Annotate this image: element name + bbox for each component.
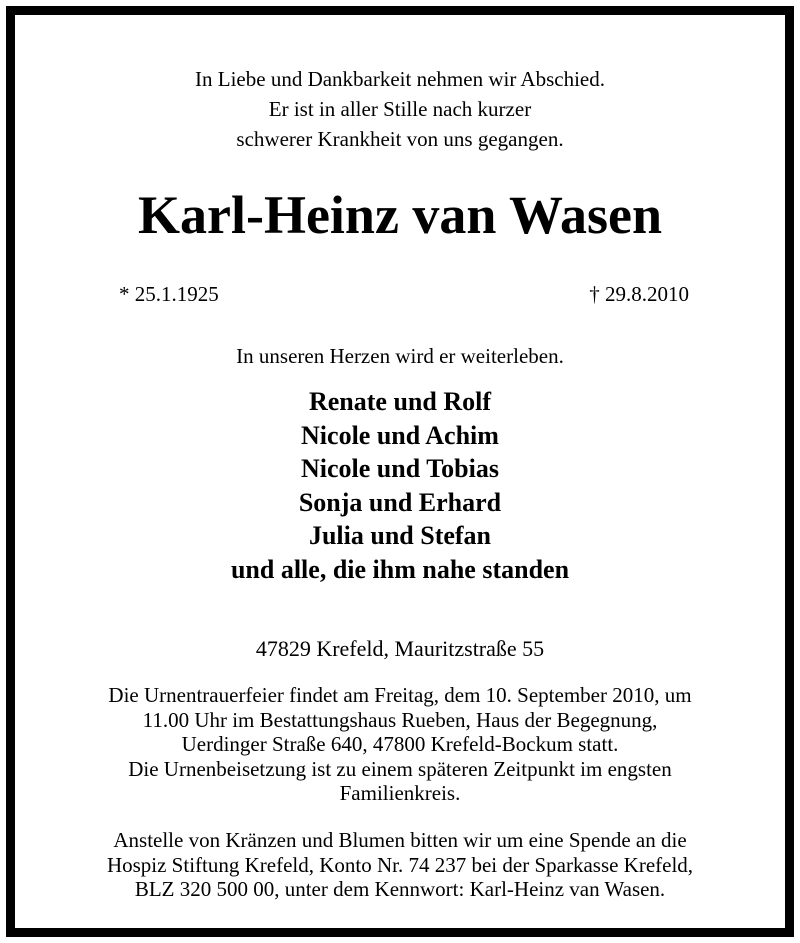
obituary-notice	[6, 6, 794, 937]
death-date: † 29.8.2010	[589, 282, 689, 306]
donation-line: Hospiz Stiftung Krefeld, Konto Nr. 74 237 bei der Sparkasse Krefeld,	[106, 852, 694, 877]
ceremony-line: Die Urnentrauerfeier findet am Freitag, dem 10. September 2010, um	[108, 683, 692, 707]
donation-line: Anstelle von Kränzen und Blumen bitten wir um eine Spende an die	[113, 828, 687, 852]
ceremony-line: 11.00 Uhr im Bestattungshaus Rueben, Haus der Begegnung,	[142, 707, 658, 732]
family-member: Sonja und Erhard	[298, 487, 502, 517]
family-member: Nicole und Tobias	[301, 454, 499, 483]
intro-line: Er ist in aller Stille nach kurzer	[268, 97, 532, 121]
address: 47829 Krefeld, Mauritzstraße 55	[255, 636, 545, 661]
family-member: Nicole und Achim	[301, 420, 499, 450]
family-member: Julia und Stefan	[308, 521, 492, 550]
intro-line: schwerer Krankheit von uns gegangen.	[236, 127, 564, 151]
birth-date: * 25.1.1925	[119, 282, 219, 306]
ceremony-line: Uerdinger Straße 640, 47800 Krefeld-Bockum statt.	[181, 732, 619, 756]
motto: In unseren Herzen wird er weiterleben.	[236, 344, 564, 368]
donation-line: BLZ 320 500 00, unter dem Kennwort: Karl-Heinz van Wasen.	[134, 877, 666, 901]
family-member: Renate und Rolf	[308, 387, 491, 416]
intro-line: In Liebe und Dankbarkeit nehmen wir Abschied.	[195, 67, 605, 91]
family-member: und alle, die ihm nahe standen	[230, 554, 570, 584]
ceremony-line: Familienkreis.	[339, 781, 461, 805]
ceremony-line: Die Urnenbeisetzung ist zu einem späteren Zeitpunkt im engsten	[128, 756, 672, 781]
deceased-name: Karl-Heinz van Wasen	[137, 185, 663, 245]
